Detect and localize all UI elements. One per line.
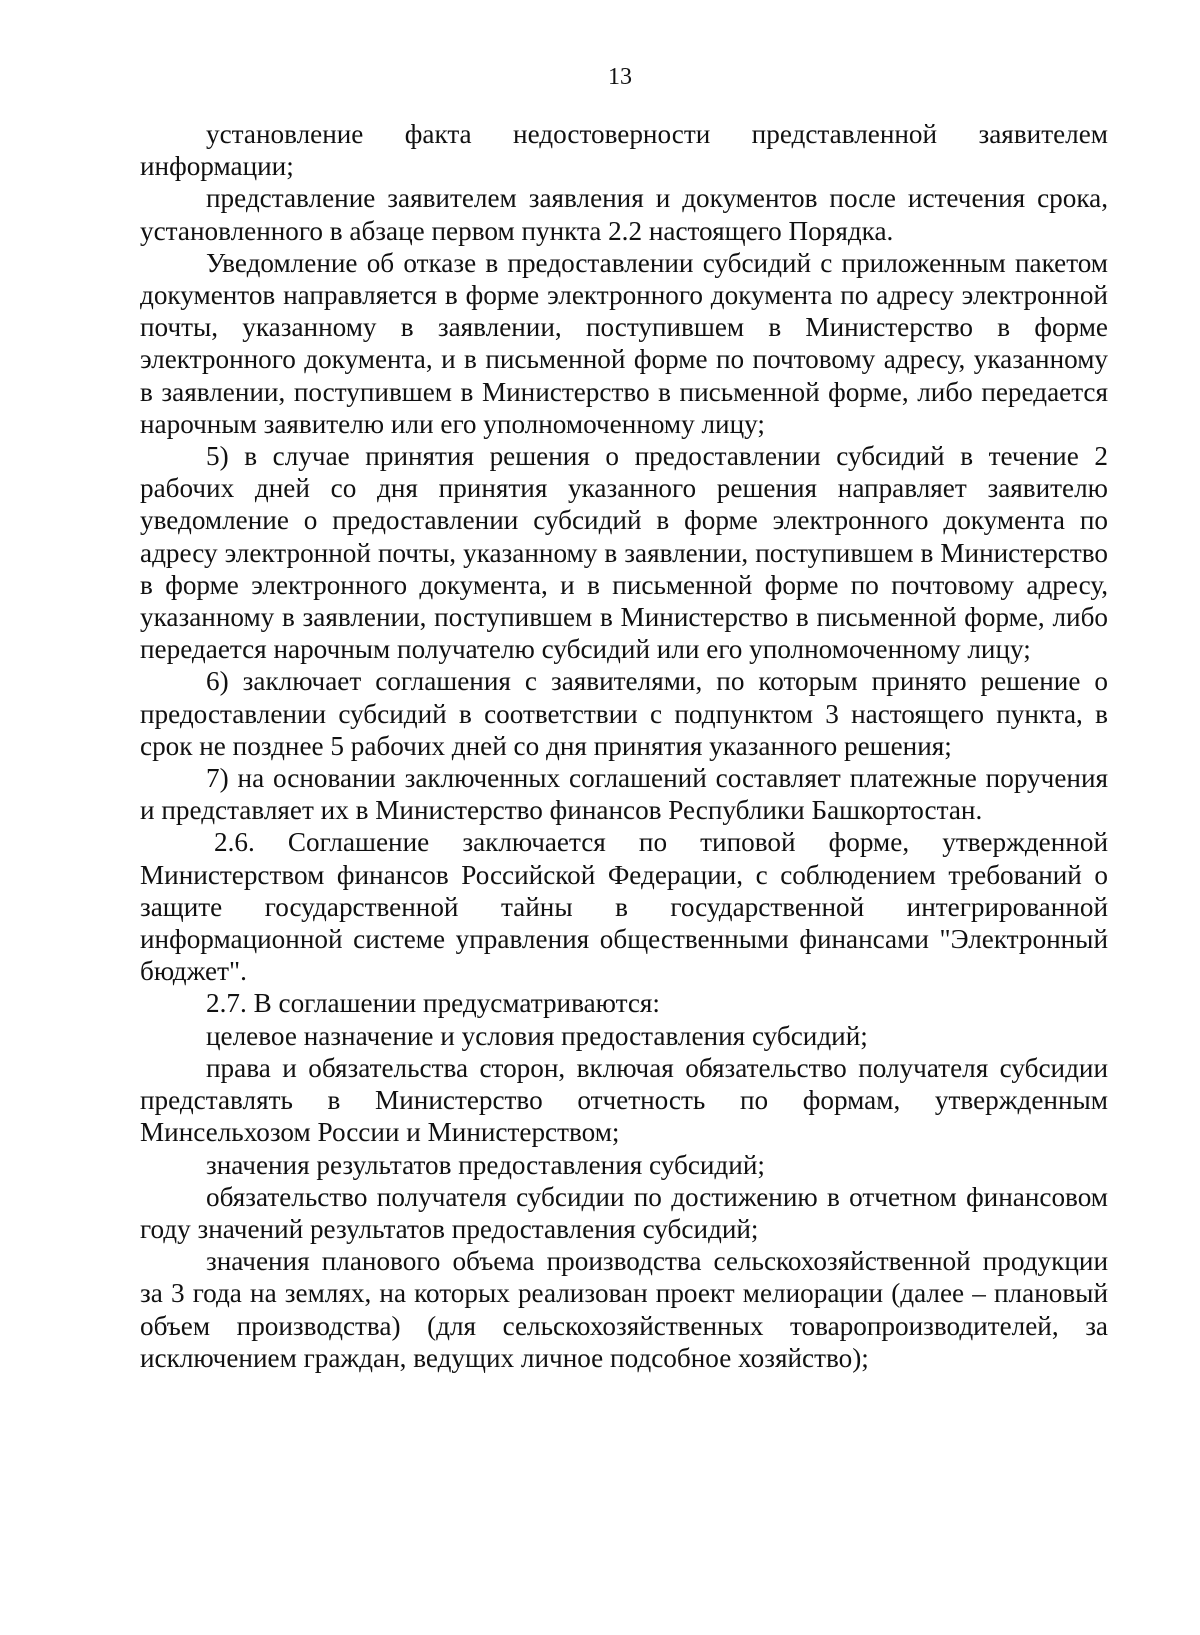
paragraph-refusal-notice: Уведомление об отказе в предоставлении субсидий с приложенным пакетом документов направляется в форме электронного документа по адресу электронной почты, указанному в заявлении, поступившем в Министерство в форме электронного документа, и в письменной форме по почтовому адресу, указанному в заявлении, поступившем в Министерство в письменной форме, либо передается нарочным заявителю или его уполномоченному лицу;: [140, 247, 1108, 439]
paragraph-recipient-obligation: обязательство получателя субсидии по достижению в отчетном финансовом году значений результатов предоставления субсидий;: [140, 1181, 1108, 1244]
document-body: [140, 118, 1108, 1374]
page-number: 13: [608, 64, 632, 90]
paragraph-item-6: 6) заключает соглашения с заявителями, по которым принято решение о предоставлении субсидий в соответствии с подпунктом 3 настоящего пункта, в срок не позднее 5 рабочих дней со дня принятия указанного решения;: [140, 666, 1108, 761]
paragraph-item-5: 5) в случае принятия решения о предоставлении субсидий в течение 2 рабочих дней со дня принятия указанного решения направляет заявителю уведомление о предоставлении субсидий в форме электронного документа по адресу электронной почты, указанному в заявлении, поступившем в Министерство в форме электронного документа, и в письменной форме по почтовому адресу, указанному в заявлении, поступившем в Министерство в письменной форме, либо передается нарочным получателю субсидий или его уполномоченному лицу;: [140, 441, 1108, 665]
paragraph-rights-obligations: права и обязательства сторон, включая обязательство получателя субсидии представлять в Министерство отчетность по формам, утвержденным Минсельхозом России и Министерством;: [140, 1052, 1108, 1148]
paragraph-purpose: целевое назначение и условия предоставления субсидий;: [206, 1020, 868, 1051]
paragraph-item-7: 7) на основании заключенных соглашений составляет платежные поручения и представляет их в Министерство финансов Республики Башкортостан.: [140, 763, 1108, 826]
paragraph-unreliable-info: установление факта недостоверности представленной заявителем информации;: [140, 119, 1108, 182]
paragraph-section-2-6: 2.6. Соглашение заключается по типовой форме, утвержденной Министерством финансов Российской Федерации, с соблюдением требований о защите государственной тайны в государственной интегрированной информационной системе управления общественными финансами "Электронный бюджет".: [140, 827, 1108, 987]
paragraph-late-submission: представление заявителем заявления и документов после истечения срока, установленного в абзаце первом пункта 2.2 настоящего Порядка.: [140, 183, 1108, 246]
paragraph-planned-volume: значения планового объема производства сельскохозяйственной продукции за 3 года на землях, на которых реализован проект мелиорации (далее – плановый объем производства) (для сельскохозяйственных товаропроизводителей, за исключением граждан, ведущих личное подсобное хозяйство);: [140, 1246, 1108, 1373]
paragraph-section-2-7: 2.7. В соглашении предусматриваются:: [206, 988, 660, 1019]
paragraph-result-values: значения результатов предоставления субсидий;: [206, 1149, 765, 1180]
